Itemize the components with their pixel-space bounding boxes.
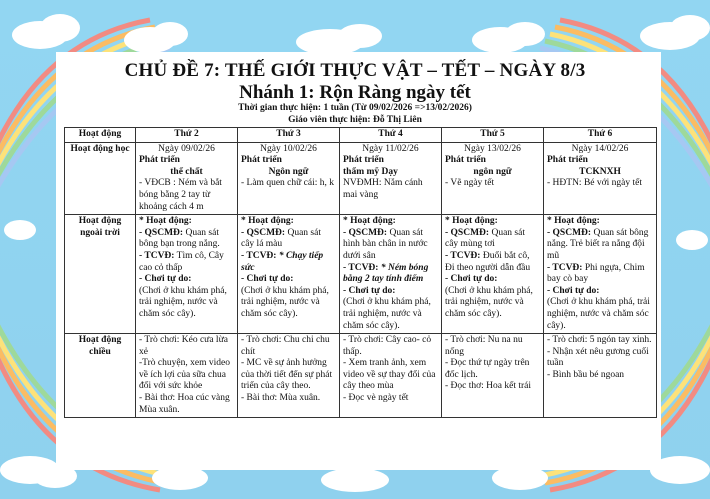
activity-heading: * Hoạt động: bbox=[445, 216, 498, 227]
area-text: TCKNXH bbox=[579, 166, 621, 177]
afternoon-item: - Đọc thơ: Hoa kết trái bbox=[445, 381, 532, 392]
afternoon-item: - Trò chơi: Cây cao- cỏ thấp. bbox=[343, 335, 432, 357]
tcvd-label: - TCVĐ: bbox=[343, 262, 379, 273]
day-header: Thứ 6 bbox=[544, 128, 657, 143]
row-label-outdoor: Hoạt động ngoài trời bbox=[65, 215, 136, 334]
afternoon-item: - Xem tranh ảnh, xem video về sự thay đổi của cây theo mùa bbox=[343, 358, 436, 392]
tcvd-text: Đuổi bắt cô, Đi theo người dẫn đầu bbox=[445, 250, 531, 273]
table-cell bbox=[136, 142, 238, 215]
row-label-learning: Hoạt động học bbox=[65, 142, 136, 215]
table-cell bbox=[544, 142, 657, 215]
tcvd-text: * Ném bóng bằng 2 tay tính điểm bbox=[343, 262, 429, 285]
date-text: Ngày 11/02/26 bbox=[362, 143, 419, 154]
afternoon-item: - Đọc thứ tự ngày trên đốc lịch. bbox=[445, 358, 530, 380]
qscmd-label: - QSCMĐ: bbox=[445, 227, 490, 238]
date-text: Ngày 14/02/26 bbox=[571, 143, 629, 154]
area-text: ngôn ngữ bbox=[473, 166, 512, 177]
table-cell bbox=[340, 334, 442, 418]
table-cell bbox=[238, 215, 340, 334]
day-header: Thứ 4 bbox=[340, 128, 442, 143]
area-text: thể chất bbox=[170, 166, 203, 177]
free-play-text: (Chơi ở khu khám phá, trải nghiệm, nước và chăm sóc cây). bbox=[241, 285, 329, 319]
table-row bbox=[65, 215, 657, 334]
tcvd-text: * Chạy tiếp sức bbox=[241, 250, 324, 273]
content-text: NVĐMH: Nắm cánh mai vàng bbox=[343, 178, 423, 200]
free-play-text: (Chơi ở khu khám phá, trải nghiệm, nước và chăm sóc cây). bbox=[343, 297, 431, 331]
content-text: - Vẽ ngày tết bbox=[445, 178, 495, 189]
free-play-label: - Chơi tự do: bbox=[445, 274, 498, 285]
tcvd-label: - TCVĐ: bbox=[445, 250, 481, 261]
qscmd-text: Quan sát hình bàn chân in nước dưới sân bbox=[343, 227, 428, 261]
afternoon-item: - Bài thơ: Mùa xuân. bbox=[241, 393, 321, 404]
branch-title: Nhánh 1: Rộn Ràng ngày tết bbox=[239, 82, 471, 103]
date-text: Ngày 10/02/26 bbox=[260, 143, 317, 154]
afternoon-item: - Trò chơi: 5 ngón tay xinh. bbox=[547, 335, 652, 346]
corner-header: Hoạt động bbox=[65, 128, 136, 143]
qscmd-label: - QSCMĐ: bbox=[547, 227, 592, 238]
table-cell bbox=[442, 334, 544, 418]
free-play-label: - Chơi tự do: bbox=[547, 285, 600, 296]
afternoon-item: - Đọc vè ngày tết bbox=[343, 393, 409, 404]
table-row bbox=[65, 142, 657, 215]
afternoon-item: - Bài thơ: Hoa cúc vàng Mùa xuân. bbox=[139, 393, 230, 415]
free-play-label: - Chơi tự do: bbox=[139, 274, 192, 285]
content-text: - HĐTN: Bé với ngày tết bbox=[547, 178, 642, 189]
table-cell bbox=[442, 142, 544, 215]
table-row bbox=[65, 334, 657, 418]
activity-heading: * Hoạt động: bbox=[139, 216, 192, 227]
qscmd-text: Quan sát bông bạn trong nắng. bbox=[139, 227, 220, 250]
schedule-table bbox=[64, 127, 657, 418]
free-play-label: - Chơi tự do: bbox=[343, 285, 396, 296]
page-title: CHỦ ĐỀ 7: THẾ GIỚI THỰC VẬT – TẾT – NGÀY 8/3 bbox=[124, 60, 586, 81]
qscmd-text: Quan sát bông nắng. Trẻ biết ra nắng đội mũ bbox=[547, 227, 649, 261]
tcvd-label: - TCVĐ: bbox=[241, 250, 277, 261]
qscmd-text: Quan sát cây mùng tơi bbox=[445, 227, 525, 250]
area-text: Phát triển bbox=[139, 155, 180, 166]
content-text: - Làm quen chữ cái: h, k bbox=[241, 178, 334, 189]
free-play-text: (Chơi ở khu khám phá, trải nghiệm, nước và chăm sóc cây). bbox=[547, 297, 650, 331]
table-cell bbox=[340, 215, 442, 334]
content-text: - VĐCB : Ném và bắt bóng bằng 2 tay từ khoảng cách 4 m bbox=[139, 178, 222, 212]
qscmd-label: - QSCMĐ: bbox=[241, 227, 286, 238]
day-header: Thứ 2 bbox=[136, 128, 238, 143]
table-cell bbox=[544, 334, 657, 418]
activity-heading: * Hoạt động: bbox=[343, 216, 396, 227]
table-cell bbox=[238, 142, 340, 215]
table-cell bbox=[136, 334, 238, 418]
date-text: Ngày 13/02/26 bbox=[464, 143, 521, 154]
afternoon-item: - Trò chơi: Nu na nu nống bbox=[445, 335, 523, 357]
day-header: Thứ 5 bbox=[442, 128, 544, 143]
tcvd-text: Tìm cô, Cây cao cỏ thấp bbox=[139, 250, 224, 273]
afternoon-item: - MC về sự ảnh hưởng của thời tiết đến sự phát triển của cây theo. bbox=[241, 358, 333, 392]
activity-heading: * Hoạt động: bbox=[241, 216, 294, 227]
table-cell bbox=[340, 142, 442, 215]
teacher-text: Giáo viên thực hiện: Đỗ Thị Liên bbox=[288, 115, 422, 125]
area-text: Phát triển bbox=[547, 155, 588, 166]
afternoon-item: - Trò chơi: Kéo cưa lừa xẻ bbox=[139, 335, 228, 357]
area-text: Phát triển bbox=[343, 155, 384, 166]
area-text: Phát triển bbox=[445, 155, 486, 166]
tcvd-label: - TCVĐ: bbox=[139, 250, 175, 261]
tcvd-text: Phi ngựa, Chim bay cò bay bbox=[547, 262, 645, 285]
area-text: thẩm mỹ Dạy bbox=[343, 166, 398, 177]
qscmd-label: - QSCMĐ: bbox=[139, 227, 184, 238]
duration-text: Thời gian thực hiện: 1 tuần (Từ 09/02/2026 =>13/02/2026) bbox=[238, 103, 472, 113]
table-cell bbox=[238, 334, 340, 418]
day-header: Thứ 3 bbox=[238, 128, 340, 143]
afternoon-item: -Trò chuyện, xem video về ích lợi của sữa chua đối với sức khỏe bbox=[139, 358, 230, 392]
table-header-row bbox=[65, 128, 657, 143]
afternoon-item: - Nhận xét nêu gương cuối tuần bbox=[547, 346, 649, 369]
table-cell bbox=[136, 215, 238, 334]
afternoon-item: - Bình bầu bé ngoan bbox=[547, 369, 625, 380]
free-play-text: (Chơi ở khu khám phá, trải nghiệm, nước và chăm sóc cây). bbox=[139, 285, 227, 319]
afternoon-item: - Trò chơi: Chu chi chu chít bbox=[241, 335, 330, 357]
date-text: Ngày 09/02/26 bbox=[158, 143, 215, 154]
free-play-label: - Chơi tự do: bbox=[241, 274, 294, 285]
table-cell bbox=[544, 215, 657, 334]
activity-heading: * Hoạt động: bbox=[547, 216, 600, 227]
area-text: Ngôn ngữ bbox=[268, 166, 309, 177]
area-text: Phát triển bbox=[241, 155, 282, 166]
row-label-afternoon: Hoạt động chiều bbox=[65, 334, 136, 418]
tcvd-label: - TCVĐ: bbox=[547, 262, 583, 273]
qscmd-text: Quan sát cây lá màu bbox=[241, 227, 321, 250]
free-play-text: (Chơi ở khu khám phá, trải nghiệm, nước và chăm sóc cây). bbox=[445, 285, 533, 319]
table-cell bbox=[442, 215, 544, 334]
qscmd-label: - QSCMĐ: bbox=[343, 227, 388, 238]
